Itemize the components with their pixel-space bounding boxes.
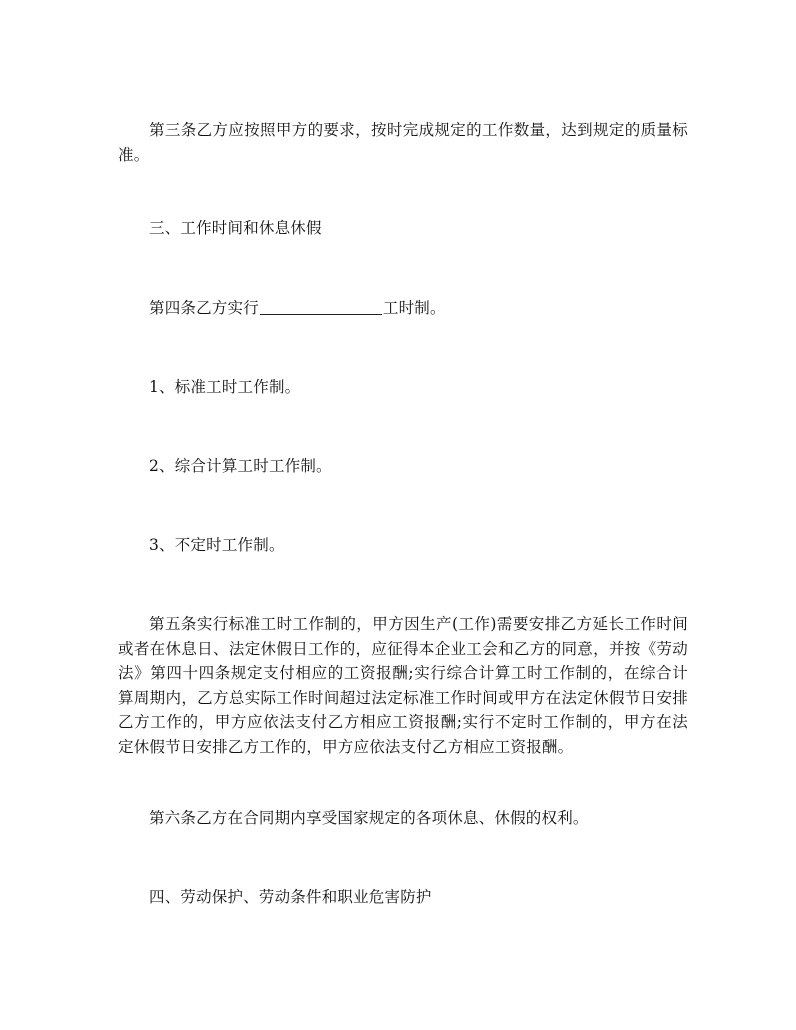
list-item-comprehensive-hours: 2、综合计算工时工作制。 — [149, 457, 332, 475]
article-4-text-before: 第四条乙方实行 — [149, 299, 259, 317]
article-5-paragraph: 第五条实行标准工时工作制的，甲方因生产(工作)需要安排乙方延长工作时间或者在休息日、法定休假日工作的，应征得本企业工会和乙方的同意，并按《劳动法》第四十四条规定支付相应的工资报酬;实行综合计算工时工作制的，在综合计算周期内，乙方总实际工作时间超过法定标准工作时间或甲方在法定休假节日安排乙方工作的，甲方应依法支付乙方相应工资报酬;实行不定时工作制的，甲方在法定休假节日安排乙方工作的，甲方应依法支付乙方相应工资报酬。 — [118, 615, 688, 756]
article-6-paragraph: 第六条乙方在合同期内享受国家规定的各项休息、休假的权利。 — [149, 809, 589, 827]
article-4-paragraph — [118, 296, 688, 321]
article-4-text-after: 工时制。 — [382, 299, 446, 317]
work-hour-system-blank — [260, 300, 382, 315]
section-4-heading: 四、劳动保护、劳动条件和职业危害防护 — [149, 888, 432, 906]
list-item-flexible-hours: 3、不定时工作制。 — [149, 536, 285, 554]
section-3-heading: 三、工作时间和休息休假 — [149, 219, 322, 237]
article-3-paragraph: 第三条乙方应按照甲方的要求，按时完成规定的工作数量，达到规定的质量标准。 — [118, 121, 688, 164]
list-item-standard-hours: 1、标准工时工作制。 — [149, 378, 301, 396]
